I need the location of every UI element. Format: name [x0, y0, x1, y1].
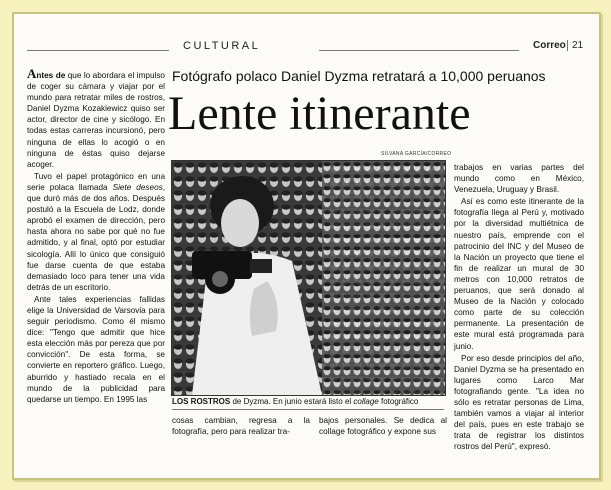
header-rule-right — [319, 50, 519, 51]
column-4-paragraph-1: trabajos en varias partes del mundo como en México, Venezuela, Uruguay y Brasil. — [454, 163, 584, 195]
caption-rule — [172, 409, 444, 410]
column-2-text: cosas cambian, regresa a la fotografía, pero para realizar tra- — [172, 416, 310, 437]
section-header — [27, 40, 594, 56]
article-headline: Lente itinerante — [168, 87, 471, 140]
photo-credit: SILVANA GARCÍA/CORREO — [381, 151, 452, 157]
article-column-1 — [27, 68, 165, 406]
header-rule-left — [27, 50, 169, 51]
column-3-text: bajos personales. Se dedica al collage fotográfico y expone sus — [319, 416, 447, 437]
paragraph-2-text-b: , que duró más de dos años. Después postuló a la Escuela de Lodz, donde aprobó el examen de dirección, pero hasta ahora no sabe por qué no fue admitido, y al final, optó por estudiar sicología. Allí lo único que consiguió fue darse cuenta de que estaba demasiado loco para tener una vida detrás de un escritorio. — [27, 182, 165, 292]
caption-text-2: fotográfico — [378, 397, 419, 406]
lead-in: ntes de — [36, 71, 66, 80]
photo-svg — [172, 161, 445, 395]
article-kicker: Fotógrafo polaco Daniel Dyzma retratará a 10,000 peruanos — [172, 68, 546, 84]
column-4-paragraph-3: Por eso desde principios del año, Daniel Dyzma se ha presentado en lugares como Larco Mar fotografiando gente. "La idea no sólo es retratar personas de Lima, también vamos a viajar al interior del país, pues en este trabajo se trata de registrar los distintos rostros del Perú", expresó. — [454, 353, 584, 452]
article-column-2 — [172, 415, 310, 438]
caption-italic: collage — [353, 397, 379, 406]
column-4-paragraph-2: Así es como este itinerante de la fotografía llega al Perú y, motivado por la diversidad multiétnica de nuestro país, emprende con el patrocinio del INC y del Museo de la Nación un proyecto que tiene el fin de realizar un mural de 30 metros con 10,000 retratos de peruanos, que será donado al Museo de la Nación y colocado como parte de su colección permanente. La presentación de este mural está programada para junio. — [454, 197, 584, 351]
caption-text-1: de Dyzma. En junio estará listo el — [230, 397, 354, 406]
article-column-3 — [319, 415, 447, 438]
photo-caption — [172, 397, 444, 406]
newspaper-clipping — [12, 12, 601, 480]
page-number: 21 — [567, 40, 583, 51]
paragraph-1-text: que lo abordara el impulso de coger su cámara y viajar por el mundo para retratar miles de rostros, Daniel Dyzma Kozakiewicz quiso ser actor, director de cine y sicólogo. En todas estas carreras incursionó, pero ninguna de ellas lo acogió o en ninguna de éstas quiso dejarse acoger. — [27, 71, 165, 169]
paragraph-1 — [27, 68, 165, 170]
article-column-4 — [454, 162, 584, 453]
series-title: Siete deseos — [112, 182, 163, 192]
paragraph-3: Ante tales experiencias fallidas elige la Universidad de Varsovia para seguir periodismo. Como él mismo dice: "Tengo que admitir que hice esta elección más por pereza que por convicción". De esta forma, se convierte en reportero gráfico. Luego, aburrido y hastiado recala en el mundo de la publicidad para quedarse un tiempo. En 1995 las — [27, 294, 165, 404]
newspaper-name: Correo — [533, 40, 566, 51]
paragraph-2-text-a: Tuvo el papel protagónico en una serie polaca llamada — [27, 171, 165, 192]
paragraph-2 — [27, 171, 165, 293]
caption-lead: LOS ROSTROS — [172, 397, 231, 406]
photographer-collage-photo — [171, 160, 446, 396]
drop-cap: A — [27, 66, 37, 81]
section-name: CULTURAL — [183, 40, 261, 52]
